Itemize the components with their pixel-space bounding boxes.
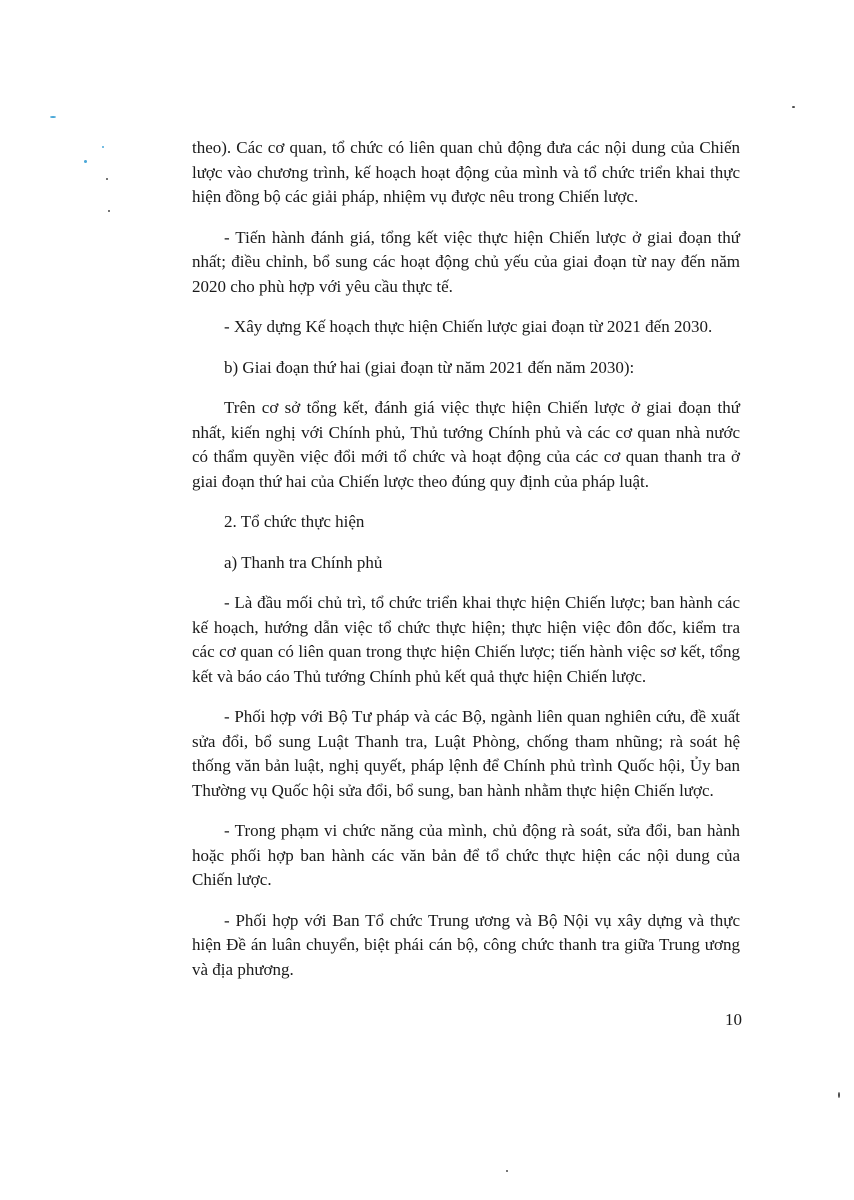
paragraph-build-plan: - Xây dựng Kế hoạch thực hiện Chiến lược giai đoạn từ 2021 đến 2030. xyxy=(224,317,713,336)
paragraph-phase-two-body: Trên cơ sở tổng kết, đánh giá việc thực hiện Chiến lược ở giai đoạn thứ nhất, kiến nghị với Chính phủ, Thủ tướng Chính phủ và các cơ quan nhà nước có thẩm quyền việc đổi mới tổ chức và hoạt động của các cơ quan thanh tra ở giai đoạn thứ hai của Chiến lược theo đúng quy định của pháp luật. xyxy=(192,398,740,491)
scan-speck xyxy=(506,1170,508,1172)
scan-speck xyxy=(792,106,795,108)
paragraph-coordinate-ministry-of-justice: - Phối hợp với Bộ Tư pháp và các Bộ, ngành liên quan nghiên cứu, đề xuất sửa đổi, bổ sung Luật Thanh tra, Luật Phòng, chống tham nhũng; rà soát hệ thống văn bản luật, nghị quyết, pháp lệnh để Chính phủ trình Quốc hội, Ủy ban Thường vụ Quốc hội sửa đổi, bổ sung, ban hành nhằm thực hiện Chiến lược. xyxy=(192,707,740,800)
heading-implementation: 2. Tổ chức thực hiện xyxy=(224,512,365,531)
scan-speck xyxy=(838,1092,840,1098)
scan-speck xyxy=(106,178,108,180)
heading-government-inspectorate: a) Thanh tra Chính phủ xyxy=(224,552,383,572)
paragraph-evaluate-phase-one: - Tiến hành đánh giá, tổng kết việc thực hiện Chiến lược ở giai đoạn thứ nhất; điều chỉnh, bổ sung các hoạt động chủ yếu của giai đoạn từ nay đến năm 2020 cho phù hợp với yêu cầu thực tế. xyxy=(192,227,740,296)
document-body xyxy=(192,136,740,998)
paragraph-coordinate-organization-board: - Phối hợp với Ban Tổ chức Trung ương và Bộ Nội vụ xây dựng và thực hiện Đề án luân chuyển, biệt phái cán bộ, công chức thanh tra giữa Trung ương và địa phương. xyxy=(192,910,740,979)
page-number: 10 xyxy=(725,1010,742,1029)
scan-speck xyxy=(108,210,110,212)
paragraph-lead-agency: - Là đầu mối chủ trì, tổ chức triển khai thực hiện Chiến lược; ban hành các kế hoạch, hướng dẫn việc tổ chức thực hiện; thực hiện việc đôn đốc, kiểm tra các cơ quan có liên quan trong thực hiện Chiến lược; tiến hành việc sơ kết, tổng kết và báo cáo Thủ tướng Chính phủ kết quả thực hiện Chiến lược. xyxy=(192,593,740,686)
scan-speck xyxy=(50,116,56,118)
scan-speck xyxy=(84,160,87,163)
paragraph-review-documents: - Trong phạm vi chức năng của mình, chủ động rà soát, sửa đổi, ban hành hoặc phối hợp ban hành các văn bản để tổ chức thực hiện các nội dung của Chiến lược. xyxy=(192,821,740,889)
paragraph-continuation: theo). Các cơ quan, tổ chức có liên quan chủ động đưa các nội dung của Chiến lược vào chương trình, kế hoạch hoạt động của mình và tổ chức triển khai thực hiện đồng bộ các giải pháp, nhiệm vụ được nêu trong Chiến lược. xyxy=(192,138,740,206)
scan-speck xyxy=(102,146,104,148)
heading-phase-two: b) Giai đoạn thứ hai (giai đoạn từ năm 2021 đến năm 2030): xyxy=(224,357,635,377)
